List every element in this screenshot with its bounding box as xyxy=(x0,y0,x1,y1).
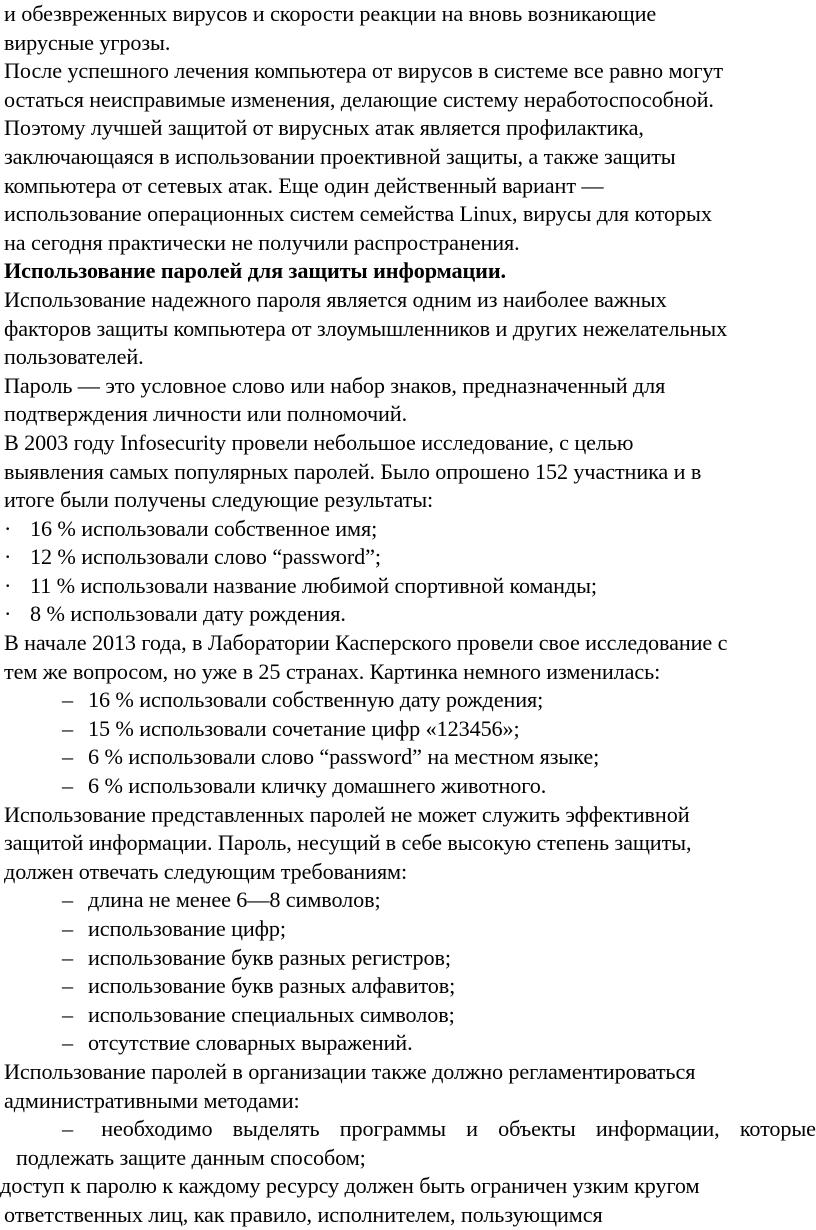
list-item xyxy=(4,543,816,572)
dash-marker: – xyxy=(62,1001,73,1027)
text-line: тем же вопросом, но уже в 25 странах. Картинка немного изменилась: xyxy=(4,658,661,684)
text-line: защитой информации. Пароль, несущий в себе высокую степень защиты, xyxy=(4,830,692,856)
paragraph-requirements xyxy=(4,801,816,887)
bullet-marker: · xyxy=(4,515,12,541)
text-line: остаться неисправимые изменения, делающие систему неработоспособной. xyxy=(4,86,714,112)
text-line: выявления самых популярных паролей. Было опрошено 152 участника и в xyxy=(4,458,702,484)
text-line: подтверждения личности или полномочий. xyxy=(4,401,408,427)
list-item xyxy=(4,1001,816,1030)
paragraph-antivirus xyxy=(4,0,816,257)
requirements-list xyxy=(4,886,816,1058)
list-item xyxy=(4,1029,816,1058)
list-item xyxy=(4,715,816,744)
text-line: После успешного лечения компьютера от вирусов в системе все равно могут xyxy=(4,58,723,84)
text-line: административными методами: xyxy=(4,1087,300,1113)
dash-marker: – xyxy=(62,1030,73,1056)
dash-marker: – xyxy=(62,916,73,941)
list-item-word: объекты xyxy=(498,1116,576,1142)
list-item-word: и xyxy=(466,1116,478,1142)
text-line: должен отвечать следующим требованиям: xyxy=(4,858,408,884)
text-line: заключающаяся в использовании проективной защиты, а также защиты xyxy=(4,143,676,169)
paragraph-organization xyxy=(4,1058,816,1115)
text-line: вирусные угрозы. xyxy=(4,29,171,55)
list-item-text: 15 % использовали сочетание цифр «123456»; xyxy=(88,715,520,741)
list-item-text: 12 % использовали слово “password”; xyxy=(30,544,381,570)
list-item xyxy=(4,772,816,801)
list-item-text: 8 % использовали дату рождения. xyxy=(30,601,346,627)
section-heading: Использование паролей для защиты информации. xyxy=(4,258,506,284)
list-item xyxy=(4,743,816,772)
list-item-word: которые xyxy=(739,1116,816,1142)
list-item-text: 11 % использовали название любимой спортивной команды; xyxy=(30,572,597,598)
list-item-text: использование букв разных регистров; xyxy=(88,944,451,970)
dash-marker: – xyxy=(62,687,73,713)
list-item-text: 6 % использовали слово “password” на местном языке; xyxy=(88,744,600,770)
list-item-continuation: подлежать защите данным способом; xyxy=(16,1144,366,1170)
list-item xyxy=(4,886,816,915)
dash-marker: – xyxy=(62,744,73,770)
text-line: Пароль — это условное слово или набор знаков, предназначенный для xyxy=(4,372,666,398)
text-line: Поэтому лучшей защитой от вирусных атак является профилактика, xyxy=(4,115,644,141)
dash-marker: – xyxy=(62,715,73,741)
list-item-word: выделять xyxy=(232,1116,320,1142)
list-item xyxy=(4,915,816,944)
dash-marker: – xyxy=(62,887,73,913)
paragraph-closing xyxy=(0,1172,816,1229)
text-line: В начале 2013 года, в Лаборатории Касперского провели свое исследование с xyxy=(4,630,728,656)
list-item xyxy=(4,600,816,629)
list-item-text: 16 % использовали собственное имя; xyxy=(30,515,378,541)
dash-marker: – xyxy=(62,944,73,970)
text-line: ответственных лиц, как правило, исполнителем, пользующимся xyxy=(4,1201,603,1227)
list-item-word: программы xyxy=(339,1116,446,1142)
text-line: факторов защиты компьютера от злоумышленников и других нежелательных xyxy=(4,315,728,341)
list-item-text: длина не менее 6—8 символов; xyxy=(88,887,381,913)
paragraph-passwords-intro xyxy=(4,286,816,515)
list-item-text: использование специальных символов; xyxy=(88,1001,455,1027)
list-item-text: использование цифр; xyxy=(88,916,286,941)
survey-2003-list xyxy=(4,515,816,629)
dash-marker: – xyxy=(62,1116,73,1142)
text-line: на сегодня практически не получили распространения. xyxy=(4,229,520,255)
text-line: доступ к паролю к каждому ресурсу должен быть ограничен узким кругом xyxy=(0,1173,700,1199)
list-item-word: необходимо xyxy=(101,1116,213,1142)
list-item-text: 6 % использовали кличку домашнего животного. xyxy=(88,773,547,799)
text-line: итоге были получены следующие результаты: xyxy=(4,487,434,513)
list-item xyxy=(4,515,816,544)
paragraph-kaspersky xyxy=(4,629,816,686)
list-item xyxy=(4,686,816,715)
text-line: В 2003 году Infosecurity провели небольшое исследование, с целью xyxy=(4,429,634,455)
list-item xyxy=(4,972,816,1001)
list-item-text: 16 % использовали собственную дату рождения; xyxy=(88,687,544,713)
text-line: компьютера от сетевых атак. Еще один действенный вариант — xyxy=(4,172,604,198)
bullet-marker: · xyxy=(4,544,12,570)
text-line: Использование паролей в организации также должно регламентироваться xyxy=(4,1058,696,1084)
dash-marker: – xyxy=(62,773,73,799)
list-item xyxy=(4,944,816,973)
text-line: Использование представленных паролей не может служить эффективной xyxy=(4,801,690,827)
list-item-text: отсутствие словарных выражений. xyxy=(88,1030,413,1056)
text-line: и обезвреженных вирусов и скорости реакции на вновь возникающие xyxy=(4,1,657,26)
survey-2013-list xyxy=(4,686,816,800)
list-item-word: информации, xyxy=(595,1116,720,1142)
bullet-marker: · xyxy=(4,572,12,598)
list-item xyxy=(4,1115,816,1144)
text-line: использование операционных систем семейства Linux, вирусы для которых xyxy=(4,201,712,227)
text-line: пользователей. xyxy=(4,344,144,370)
dash-marker: – xyxy=(62,973,73,999)
list-item-text: использование букв разных алфавитов; xyxy=(88,973,456,999)
organization-list xyxy=(4,1115,816,1172)
bullet-marker: · xyxy=(4,601,12,627)
text-line: Использование надежного пароля является одним из наиболее важных xyxy=(4,286,667,312)
list-item xyxy=(4,572,816,601)
